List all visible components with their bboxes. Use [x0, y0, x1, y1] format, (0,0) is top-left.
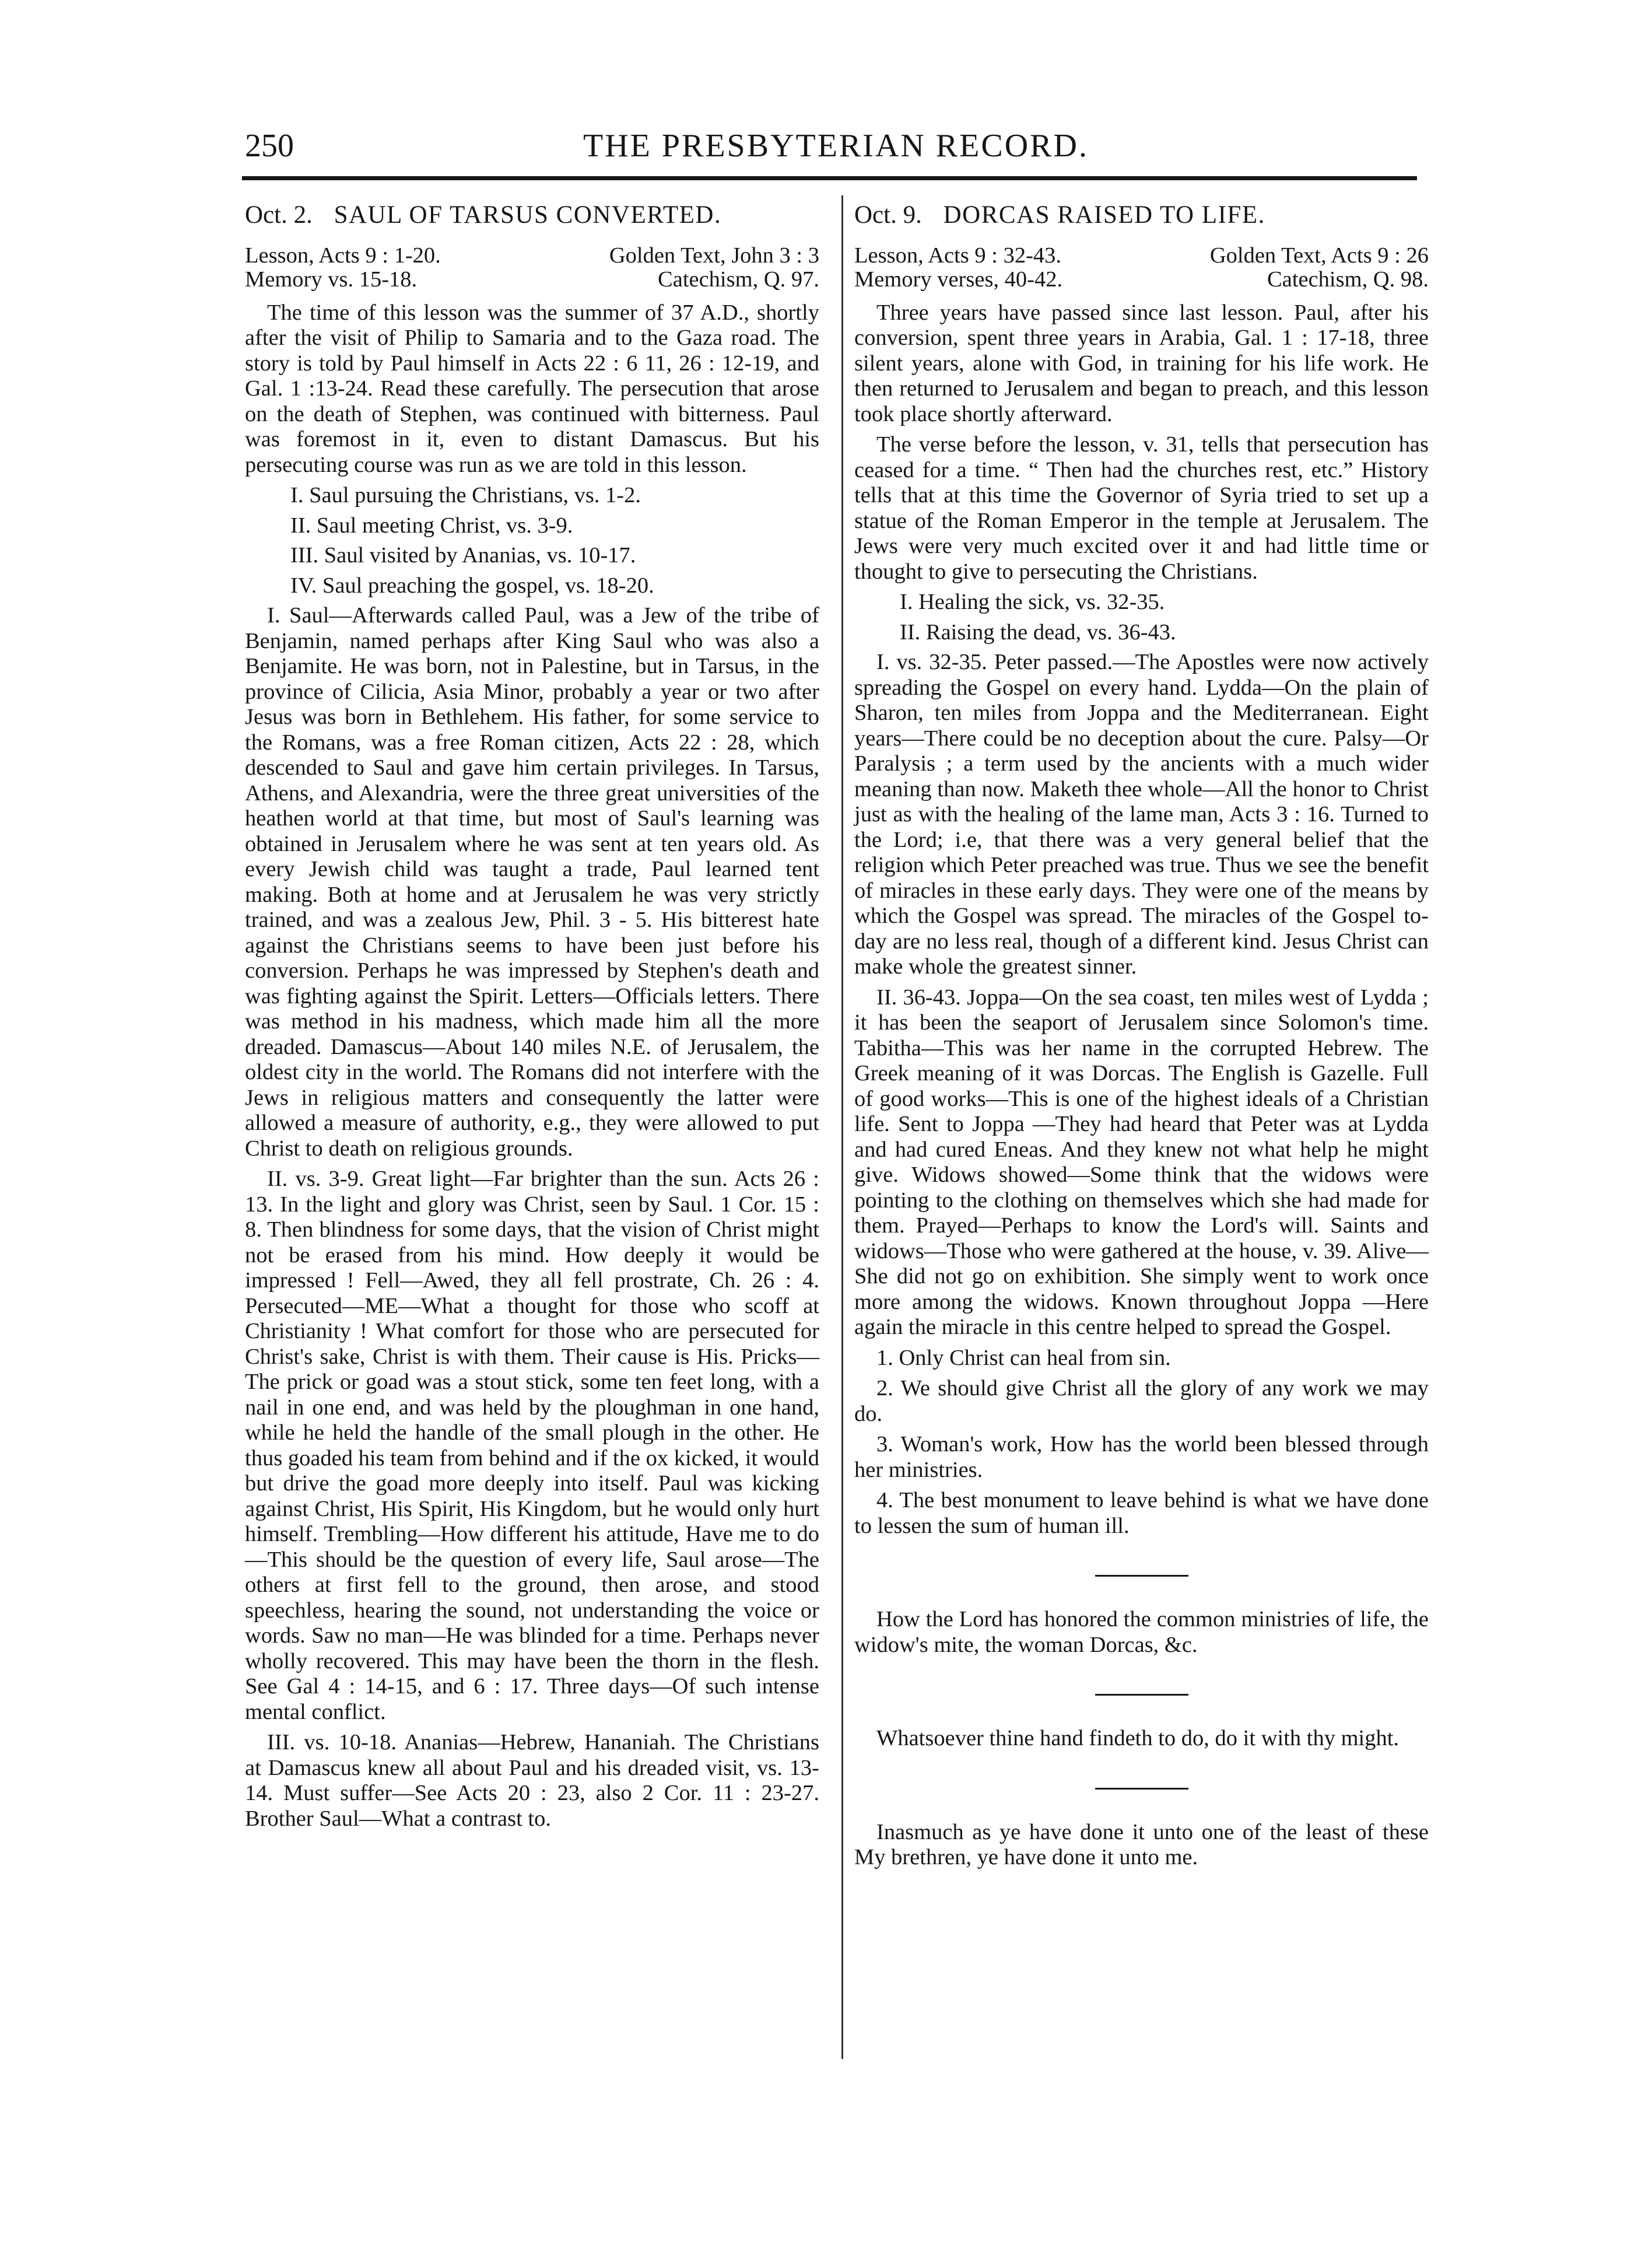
commentary-paragraph: II. 36-43. Joppa—On the sea coast, ten miles west of Lydda ; it has been the seaport of Jerusalem since Solomon's time. Tabitha—This was her name in the corrupted Hebrew. The Greek meaning of it was Dorcas. The English is Gazelle. Full of good works—This is one of the highest ideals of a Christian life. Sent to Joppa —They had heard that Peter was at Lydda and had cured Eneas. And they knew not what help he might give. Widows showed—Some think that the widows were pointing to the clothing on themselves which she had made for them. Prayed—Perhaps to know the Lord's will. Saints and widows—Those who were gathered at the house, v. 39. Alive—She did not go on exhibition. She simply went to work once more among the widows. Known throughout Joppa —Here again the miracle in this centre helped to spread the Gospel.: [854, 985, 1429, 1340]
page-number: 250: [245, 128, 294, 164]
outline-item: III. Saul visited by Ananias, vs. 10-17.: [290, 543, 636, 568]
section-separator: [1095, 1694, 1188, 1696]
golden-text: Golden Text, John 3 : 3: [609, 243, 819, 268]
closing-note: How the Lord has honored the common ministries of life, the widow's mite, the woman Dorcas, &c.: [854, 1607, 1429, 1657]
commentary-paragraph: I. Saul—Afterwards called Paul, was a Jew of the tribe of Benjamin, named perhaps after King Saul who was also a Benjamite. He was born, not in Palestine, but in Tarsus, in the province of Cilicia, Asia Minor, probably a year or two after Jesus was born in Bethlehem. His father, for some service to the Romans, was a free Roman citizen, Acts 22 : 28, which descended to Saul and gave him certain privileges. In Tarsus, Athens, and Alexandria, were the three great universities of the heathen world at that time, but most of Saul's learning was obtained in Jerusalem where he was sent at ten years old. As every Jewish child was taught a trade, Paul learned tent making. Both at home and at Jerusalem he was very strictly trained, and was a zealous Jew, Phil. 3 - 5. His bitterest hate against the Christians seems to have been just before his conversion. Perhaps he was impressed by Stephen's death and was fighting against the Spirit. Letters—Officials letters. There was method in his madness, which made him all the more dreaded. Damascus—About 140 miles N.E. of Jerusalem, the oldest city in the world. The Romans did not interfere with the Jews in religious matters and consequently the latter were allowed a measure of authority, e.g., they were allowed to put Christ to death on religious grounds.: [245, 603, 819, 1161]
lesson-point: 3. Woman's work, How has the world been blessed through her ministries.: [854, 1432, 1429, 1482]
outline-item: II. Raising the dead, vs. 36-43.: [900, 619, 1176, 645]
header-rule: [242, 176, 1417, 180]
commentary-paragraph: I. vs. 32-35. Peter passed.—The Apostles were now actively spreading the Gospel on every hand. Lydda—On the plain of Sharon, ten miles from Joppa and the Mediterranean. Eight years—There could be no deception about the cure. Palsy—Or Paralysis ; a term used by the ancients with a much wider meaning than now. Maketh thee whole—All the honor to Christ just as with the healing of the lame man, Acts 3 : 16. Turned to the Lord; i.e, that there was a very general belief that the religion which Peter preached was true. Thus we see the benefit of miracles in these early days. They were one of the means by which the Gospel was spread. The miracles of the Gospel to-day are no less real, though of a different kind. Jesus Christ can make whole the greatest sinner.: [854, 650, 1429, 979]
lesson-references: [245, 244, 819, 292]
lesson-date: Oct. 2.: [245, 201, 313, 229]
lesson-heading: [854, 201, 1429, 230]
memory-verses: Memory vs. 15-18.: [245, 267, 418, 292]
outline-item: IV. Saul preaching the gospel, vs. 18-20.: [290, 573, 654, 598]
lesson-date: Oct. 9.: [854, 201, 922, 229]
catechism: Catechism, Q. 97.: [658, 267, 819, 292]
lesson-passage: Lesson, Acts 9 : 1-20.: [245, 243, 441, 268]
section-separator: [1095, 1788, 1188, 1790]
catechism: Catechism, Q. 98.: [1267, 267, 1429, 292]
lesson-title: SAUL OF TARSUS CONVERTED.: [334, 201, 722, 229]
intro-paragraph: Three years have passed since last lesson. Paul, after his conversion, spent three years in Arabia, Gal. 1 : 17-18, three silent years, alone with God, in training for his life work. He then returned to Jerusalem and began to preach, and this lesson took place shortly afterward.: [854, 300, 1429, 426]
lesson-passage: Lesson, Acts 9 : 32-43.: [854, 243, 1062, 268]
commentary-paragraph: III. vs. 10-18. Ananias—Hebrew, Hananiah. The Christians at Damascus knew all about Paul and his dreaded visit, vs. 13-14. Must suffer—See Acts 20 : 23, also 2 Cor. 11 : 23-27. Brother Saul—What a contrast to.: [245, 1730, 819, 1831]
right-column: [854, 201, 1429, 1876]
left-column: [245, 201, 819, 1837]
lesson-point: 4. The best monument to leave behind is what we have done to lessen the sum of human ill.: [854, 1488, 1429, 1538]
lesson-point: 1. Only Christ can heal from sin.: [876, 1345, 1171, 1370]
commentary-paragraph: II. vs. 3-9. Great light—Far brighter than the sun. Acts 26 : 13. In the light and glory was Christ, seen by Saul. 1 Cor. 15 : 8. Then blindness for some days, that the vision of Christ might not be erased from his mind. How deeply it would be impressed ! Fell—Awed, they all fell prostrate, Ch. 26 : 4. Persecuted—ME—What a thought for those who scoff at Christianity ! What comfort for those who are persecuted for Christ's sake, Christ is with them. Their cause is His. Pricks—The prick or goad was a stout stick, some ten feet long, with a nail in one end, and was held by the ploughman in one hand, while he held the handle of the small plough in the other. He thus goaded his team from behind and if the ox kicked, it would but drive the goad more deeply into itself. Paul was kicking against Christ, His Spirit, His Kingdom, but he would only hurt himself. Trembling—How different his attitude, Have me to do—This should be the question of every life, Saul arose—The others at first fell to the ground, then arose, and stood speechless, hearing the sound, not understanding the voice or words. Saw no man—He was blinded for a time. Perhaps never wholly recovered. This may have been the thorn in the flesh. See Gal 4 : 14-15, and 6 : 17. Three days—Of such intense mental conflict.: [245, 1167, 819, 1724]
lesson-references: [854, 244, 1429, 292]
intro-paragraph: The verse before the lesson, v. 31, tells that persecution has ceased for a time. “ Then had the churches rest, etc.” History tells that at this time the Governor of Syria tried to set up a statue of the Roman Emperor in the temple at Jerusalem. The Jews were very much excited over it and had little time or thought to give to persecuting the Christians.: [854, 432, 1429, 584]
lesson-title: DORCAS RAISED TO LIFE.: [943, 201, 1265, 229]
golden-text: Golden Text, Acts 9 : 26: [1209, 243, 1429, 268]
outline-item: II. Saul meeting Christ, vs. 3-9.: [290, 513, 573, 538]
column-divider: [841, 195, 843, 2059]
outline-item: I. Saul pursuing the Christians, vs. 1-2.: [290, 483, 641, 508]
memory-verses: Memory verses, 40-42.: [854, 267, 1063, 292]
closing-note: Whatsoever thine hand findeth to do, do it with thy might.: [876, 1726, 1400, 1751]
section-separator: [1095, 1575, 1188, 1577]
running-title: THE PRESBYTERIAN RECORD.: [583, 128, 1089, 164]
intro-paragraph: The time of this lesson was the summer of 37 A.D., shortly after the visit of Philip to Samaria and to the Gaza road. The story is told by Paul himself in Acts 22 : 6 11, 26 : 12-19, and Gal. 1 :13-24. Read these carefully. The persecution that arose on the death of Stephen, was continued with bitterness. Paul was foremost in it, even to distant Damascus. But his persecuting course was run as we are told in this lesson.: [245, 300, 819, 477]
outline-item: I. Healing the sick, vs. 32-35.: [900, 590, 1165, 615]
closing-note: Inasmuch as ye have done it unto one of the least of these My brethren, ye have done it unto me.: [854, 1819, 1429, 1870]
lesson-heading: [245, 201, 819, 230]
lesson-point: 2. We should give Christ all the glory of any work we may do.: [854, 1376, 1429, 1426]
